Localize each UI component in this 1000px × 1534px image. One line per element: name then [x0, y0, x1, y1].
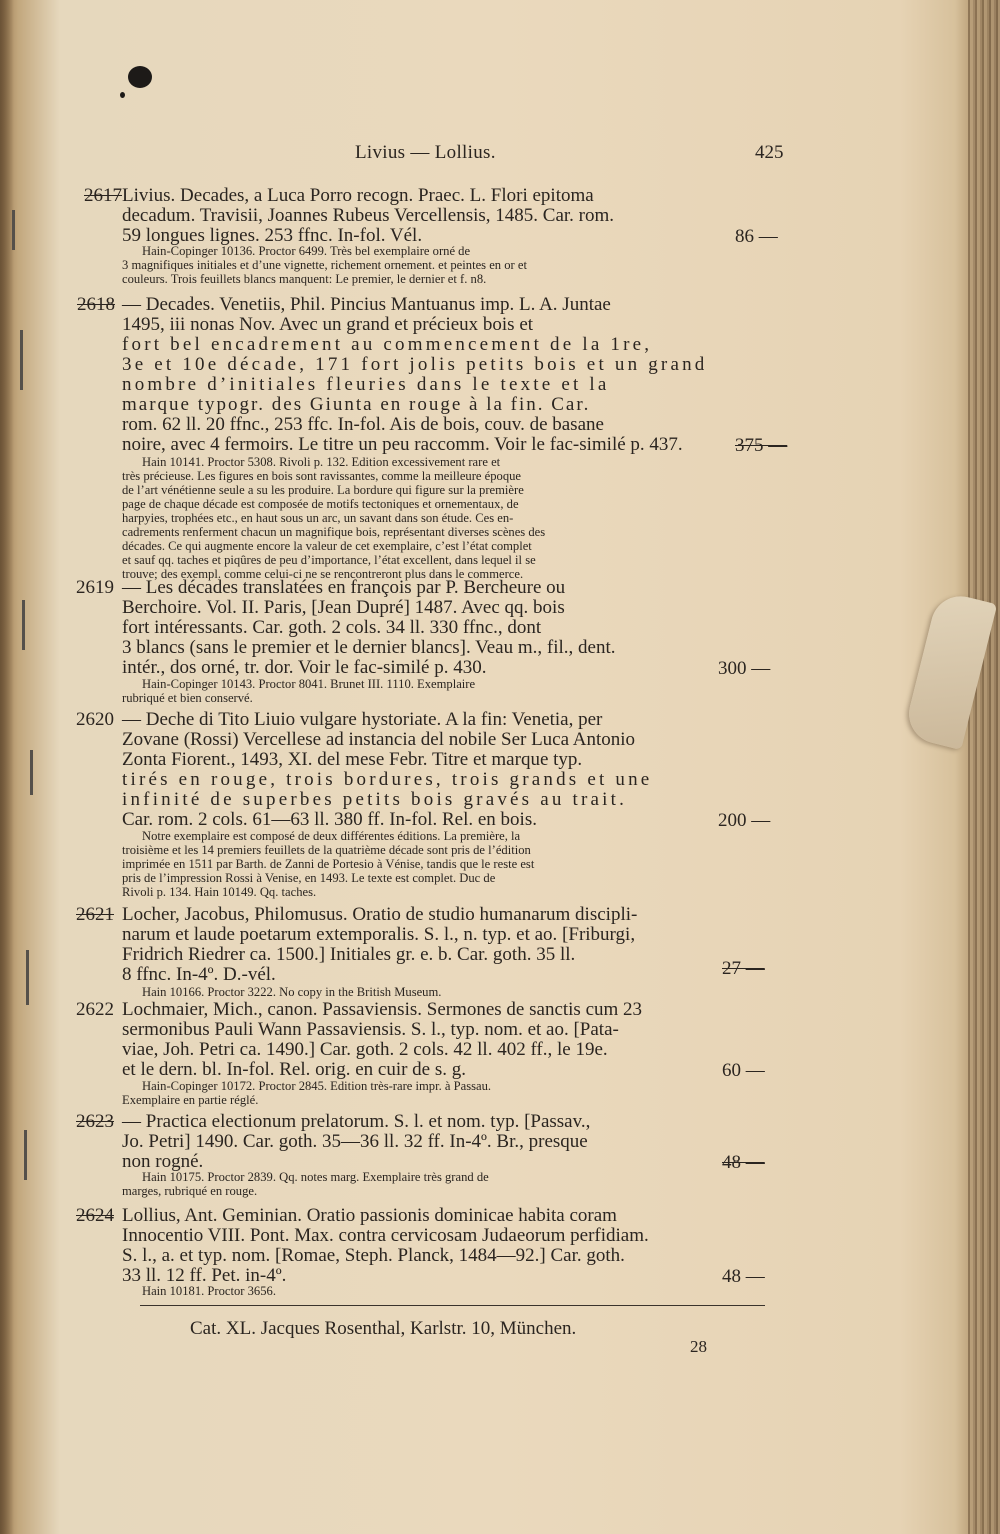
entry-line: narum et laude poetarum extemporalis. S. l., n. typ. et ao. [Friburgi,	[122, 924, 636, 945]
entry-line: Jo. Petri] 1490. Car. goth. 35—36 ll. 32 ff. In-4º. Br., presque	[122, 1131, 588, 1152]
entry-price: 300 —	[718, 658, 771, 679]
entry-note: couleurs. Trois feuillets blancs manquent: Le premier, le dernier et f. n8.	[122, 272, 487, 286]
entry-line: Berchoire. Vol. II. Paris, [Jean Dupré] 1487. Avec qq. bois	[122, 597, 565, 618]
entry-line: 33 ll. 12 ff. Pet. in-4º.	[122, 1265, 287, 1286]
entry-line: intér., dos orné, tr. dor. Voir le fac-similé p. 430.	[122, 657, 487, 678]
entry-line: et le dern. bl. In-fol. Rel. orig. en cuir de s. g.	[122, 1059, 467, 1080]
entry-price: 48 —	[722, 1152, 765, 1173]
entry-price: 86 —	[735, 226, 778, 247]
entry-note: et sauf qq. taches et piqûres de peu d’importance, l’état excellent, dans lequel il se	[122, 553, 536, 567]
entry-number: 2617	[84, 185, 122, 206]
entry-note: page de chaque décade est composée de motifs tectoniques et ornementaux, de	[122, 497, 519, 511]
entry-note: Hain 10181. Proctor 3656.	[142, 1284, 276, 1298]
entry-line: nombre d’initiales fleuries dans le texte et la	[122, 374, 610, 395]
entry-line: 3 blancs (sans le premier et le dernier blancs]. Veau m., fil., dent.	[122, 637, 616, 658]
entry-line: — Deche di Tito Liuio vulgare hystoriate. A la fin: Venetia, per	[122, 709, 603, 730]
entry-line: rom. 62 ll. 20 ffnc., 253 ffc. In-fol. Ais de bois, couv. de basane	[122, 414, 604, 435]
running-header	[0, 142, 1000, 172]
entry-number: 2619	[76, 577, 114, 598]
entry-line: Zonta Fiorent., 1493, XI. del mese Febr. Titre et marque typ.	[122, 749, 583, 770]
page-number: 425	[755, 142, 784, 163]
entry-note: rubriqué et bien conservé.	[122, 691, 253, 705]
entry-line: tirés en rouge, trois bordures, trois grands et une	[122, 769, 653, 790]
margin-pencil-mark	[12, 210, 15, 250]
entry-line: — Les décades translatées en françois par P. Bercheure ou	[122, 577, 566, 598]
entry-note: très précieuse. Les figures en bois sont ravissantes, comme la meilleure époque	[122, 469, 522, 483]
entry-number: 2620	[76, 709, 114, 730]
entry-line: 1495, iii nonas Nov. Avec un grand et précieux bois et	[122, 314, 534, 335]
entry-price: 60 —	[722, 1060, 765, 1081]
entry-line: Fridrich Riedrer ca. 1500.] Initiales gr. e. b. Car. goth. 35 ll.	[122, 944, 576, 965]
entry-line: 3e et 10e décade, 171 fort jolis petits bois et un grand	[122, 354, 708, 375]
footer-imprint: Cat. XL. Jacques Rosenthal, Karlstr. 10, München.	[190, 1318, 577, 1339]
entry-number: 2618	[77, 294, 115, 315]
entry-note: Rivoli p. 134. Hain 10149. Qq. taches.	[122, 885, 317, 899]
entry-line: Livius. Decades, a Luca Porro recogn. Praec. L. Flori epitoma	[122, 185, 594, 206]
entry-note: Hain 10166. Proctor 3222. No copy in the British Museum.	[142, 985, 442, 999]
entry-number: 2623	[76, 1111, 114, 1132]
entry-line: sermonibus Pauli Wann Passaviensis. S. l., typ. nom. et ao. [Pata-	[122, 1019, 619, 1040]
sheet-signature: 28	[690, 1337, 707, 1356]
entry-note: trouve; des exempl. comme celui-ci ne se rencontreront plus dans le commerce.	[122, 567, 524, 581]
entry-line: S. l., a. et typ. nom. [Romae, Steph. Planck, 1484—92.] Car. goth.	[122, 1245, 625, 1266]
entry-price: 200 —	[718, 810, 771, 831]
entry-note: Hain-Copinger 10136. Proctor 6499. Très bel exemplaire orné de	[142, 244, 471, 258]
entry-note: Hain-Copinger 10172. Proctor 2845. Edition très-rare impr. à Passau.	[142, 1079, 492, 1093]
entry-note: imprimée en 1511 par Barth. de Zanni de Portesio à Vénise, tandis que le reste est	[122, 857, 535, 871]
entry-line: noire, avec 4 fermoirs. Le titre un peu raccomm. Voir le fac-similé p. 437.	[122, 434, 683, 455]
entry-line: marque typogr. des Giunta en rouge à la fin. Car.	[122, 394, 591, 415]
entry-line: 8 ffnc. In-4º. D.-vél.	[122, 964, 276, 985]
entry-line: fort bel encadrement au commencement de la 1re,	[122, 334, 653, 355]
entry-note: Exemplaire en partie réglé.	[122, 1093, 259, 1107]
entry-note: cadrements renferment chacun un magnifique bois, représentant diverses scènes des	[122, 525, 546, 539]
entry-price: 375 —	[735, 435, 788, 456]
entry-line: Lochmaier, Mich., canon. Passaviensis. Sermones de sanctis cum 23	[122, 999, 643, 1020]
entry-line: infinité de superbes petits bois gravés au trait.	[122, 789, 628, 810]
entry-note: Hain 10141. Proctor 5308. Rivoli p. 132. Edition excessivement rare et	[142, 455, 501, 469]
entry-line: — Practica electionum prelatorum. S. l. et nom. typ. [Passav.,	[122, 1111, 591, 1132]
page-edges	[968, 0, 1000, 1534]
entry-line: Zovane (Rossi) Vercellese ad instancia del nobile Ser Luca Antonio	[122, 729, 636, 750]
entry-line: Locher, Jacobus, Philomusus. Oratio de studio humanarum discipli-	[122, 904, 638, 925]
entry-line: non rogné.	[122, 1151, 204, 1172]
entry-number: 2621	[76, 904, 114, 925]
entry-line: fort intéressants. Car. goth. 2 cols. 34 ll. 330 ffnc., dont	[122, 617, 542, 638]
entry-note: 3 magnifiques initiales et d’une vignette, richement ornement. et peintes en or et	[122, 258, 527, 272]
entry-note: décades. Ce qui augmente encore la valeur de cet exemplaire, c’est l’état complet	[122, 539, 532, 553]
ink-blot	[128, 66, 152, 88]
entry-note: Hain 10175. Proctor 2839. Qq. notes marg. Exemplaire très grand de	[142, 1170, 489, 1184]
entry-note: marges, rubriqué en rouge.	[122, 1184, 258, 1198]
entry-note: Notre exemplaire est composé de deux différentes éditions. La première, la	[142, 829, 521, 843]
entry-price: 48 —	[722, 1266, 765, 1287]
entry-note: harpyies, trophées etc., en haut sous un arc, un savant dans son étude. Ces en-	[122, 511, 514, 525]
margin-pencil-mark	[26, 950, 29, 1005]
page-title: Livius — Lollius.	[355, 142, 496, 163]
entry-note: de l’art vénétienne seule a su les produire. La bordure qui figure sur la première	[122, 483, 524, 497]
entry-line: — Decades. Venetiis, Phil. Pincius Mantuanus imp. L. A. Juntae	[122, 294, 611, 315]
entry-line: Car. rom. 2 cols. 61—63 ll. 380 ff. In-fol. Rel. en bois.	[122, 809, 537, 830]
entry-note: troisième et les 14 premiers feuillets de la quatrième décade sont pris de l’édition	[122, 843, 531, 857]
entry-line: decadum. Travisii, Joannes Rubeus Vercellensis, 1485. Car. rom.	[122, 205, 615, 226]
ink-blot-small	[120, 92, 125, 98]
entry-note: pris de l’impression Rossi à Venise, en 1493. Le texte est complet. Duc de	[122, 871, 496, 885]
entry-line: viae, Joh. Petri ca. 1490.] Car. goth. 2 cols. 42 ll. 402 ff., le 19e.	[122, 1039, 608, 1060]
entry-number: 2624	[76, 1205, 114, 1226]
margin-pencil-mark	[20, 330, 23, 390]
margin-pencil-mark	[22, 600, 25, 650]
entry-line: 59 longues lignes. 253 ffnc. In-fol. Vél.	[122, 225, 423, 246]
footer-rule	[140, 1305, 765, 1306]
margin-pencil-mark	[30, 750, 33, 795]
entry-price: 27 —	[722, 958, 765, 979]
entry-line: Innocentio VIII. Pont. Max. contra cervicosam Judaeorum perfidiam.	[122, 1225, 649, 1246]
entry-note: Hain-Copinger 10143. Proctor 8041. Brunet III. 1110. Exemplaire	[142, 677, 476, 691]
entry-number: 2622	[76, 999, 114, 1020]
entry-line: Lollius, Ant. Geminian. Oratio passionis dominicae habita coram	[122, 1205, 617, 1226]
margin-pencil-mark	[24, 1130, 27, 1180]
